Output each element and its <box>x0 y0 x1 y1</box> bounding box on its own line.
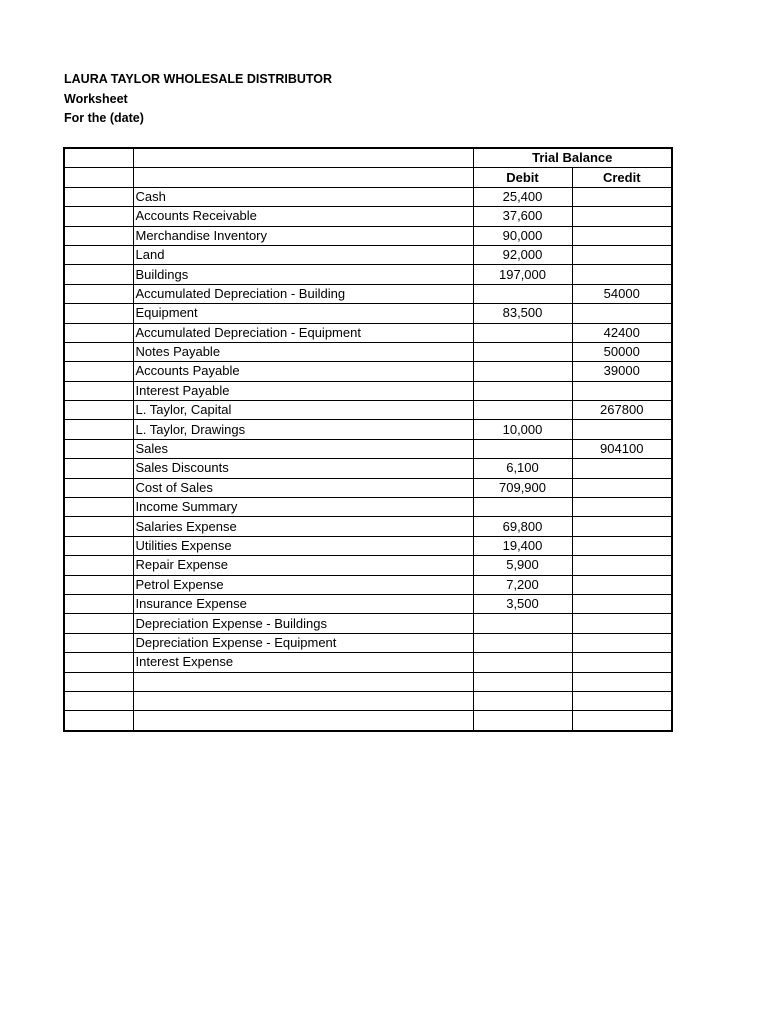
debit-cell <box>473 439 572 458</box>
account-name-cell: Depreciation Expense - Buildings <box>133 614 473 633</box>
table-row <box>64 594 672 613</box>
account-name-cell: Sales Discounts <box>133 459 473 478</box>
row-ref-cell <box>64 614 133 633</box>
credit-cell: 904100 <box>572 439 672 458</box>
table-row <box>64 284 672 303</box>
debit-cell: 7,200 <box>473 575 572 594</box>
debit-cell: 25,400 <box>473 187 572 206</box>
account-name-cell: Repair Expense <box>133 556 473 575</box>
header-row-columns <box>64 168 672 187</box>
account-name-cell: Merchandise Inventory <box>133 226 473 245</box>
trial-balance-header: Trial Balance <box>473 148 672 168</box>
debit-cell <box>473 614 572 633</box>
credit-cell: 54000 <box>572 284 672 303</box>
account-name-cell: Equipment <box>133 304 473 323</box>
credit-cell <box>572 594 672 613</box>
row-ref-cell <box>64 459 133 478</box>
debit-cell <box>473 633 572 652</box>
credit-header: Credit <box>572 168 672 187</box>
table-row <box>64 187 672 206</box>
debit-cell: 10,000 <box>473 420 572 439</box>
credit-cell <box>572 381 672 400</box>
credit-cell: 50000 <box>572 342 672 361</box>
table-row <box>64 401 672 420</box>
credit-cell <box>572 226 672 245</box>
credit-cell <box>572 711 672 731</box>
blank-cell <box>133 168 473 187</box>
account-name-cell: Buildings <box>133 265 473 284</box>
header-row-group <box>64 148 672 168</box>
account-name-cell: L. Taylor, Drawings <box>133 420 473 439</box>
account-name-cell: Notes Payable <box>133 342 473 361</box>
row-ref-cell <box>64 362 133 381</box>
table-row <box>64 439 672 458</box>
credit-cell <box>572 265 672 284</box>
credit-cell <box>572 614 672 633</box>
debit-cell <box>473 653 572 672</box>
document-header <box>64 70 332 129</box>
blank-cell <box>64 148 133 168</box>
row-ref-cell <box>64 401 133 420</box>
row-ref-cell <box>64 633 133 652</box>
account-name-cell <box>133 691 473 710</box>
table-row <box>64 478 672 497</box>
account-name-cell: Cost of Sales <box>133 478 473 497</box>
credit-cell <box>572 672 672 691</box>
debit-cell: 92,000 <box>473 245 572 264</box>
credit-cell <box>572 498 672 517</box>
debit-header: Debit <box>473 168 572 187</box>
debit-cell: 6,100 <box>473 459 572 478</box>
account-name-cell: Accumulated Depreciation - Equipment <box>133 323 473 342</box>
table-row <box>64 362 672 381</box>
row-ref-cell <box>64 672 133 691</box>
debit-cell: 3,500 <box>473 594 572 613</box>
row-ref-cell <box>64 594 133 613</box>
row-ref-cell <box>64 187 133 206</box>
account-name-cell: Accounts Payable <box>133 362 473 381</box>
debit-cell: 90,000 <box>473 226 572 245</box>
credit-cell <box>572 633 672 652</box>
debit-cell: 69,800 <box>473 517 572 536</box>
debit-cell <box>473 381 572 400</box>
account-name-cell: Insurance Expense <box>133 594 473 613</box>
row-ref-cell <box>64 439 133 458</box>
debit-cell <box>473 284 572 303</box>
row-ref-cell <box>64 498 133 517</box>
row-ref-cell <box>64 245 133 264</box>
row-ref-cell <box>64 517 133 536</box>
row-ref-cell <box>64 556 133 575</box>
debit-cell: 37,600 <box>473 207 572 226</box>
debit-cell: 19,400 <box>473 536 572 555</box>
table-row <box>64 323 672 342</box>
row-ref-cell <box>64 284 133 303</box>
debit-cell <box>473 323 572 342</box>
row-ref-cell <box>64 323 133 342</box>
account-name-cell: Salaries Expense <box>133 517 473 536</box>
account-name-cell: L. Taylor, Capital <box>133 401 473 420</box>
debit-cell <box>473 691 572 710</box>
document-title: Worksheet <box>64 91 128 106</box>
account-name-cell: Income Summary <box>133 498 473 517</box>
account-name-cell: Petrol Expense <box>133 575 473 594</box>
credit-cell <box>572 459 672 478</box>
row-ref-cell <box>64 653 133 672</box>
table-row <box>64 245 672 264</box>
debit-cell: 5,900 <box>473 556 572 575</box>
account-name-cell: Interest Payable <box>133 381 473 400</box>
account-name-cell: Accounts Receivable <box>133 207 473 226</box>
account-name-cell <box>133 711 473 731</box>
debit-cell: 197,000 <box>473 265 572 284</box>
credit-cell <box>572 653 672 672</box>
credit-cell <box>572 304 672 323</box>
table-row <box>64 691 672 710</box>
worksheet-table <box>63 147 673 732</box>
row-ref-cell <box>64 207 133 226</box>
table-row <box>64 265 672 284</box>
table-row <box>64 556 672 575</box>
table-row <box>64 420 672 439</box>
row-ref-cell <box>64 226 133 245</box>
table-row <box>64 633 672 652</box>
table-row <box>64 536 672 555</box>
row-ref-cell <box>64 575 133 594</box>
credit-cell <box>572 536 672 555</box>
table-row <box>64 575 672 594</box>
debit-cell <box>473 672 572 691</box>
account-name-cell: Sales <box>133 439 473 458</box>
credit-cell: 42400 <box>572 323 672 342</box>
credit-cell <box>572 517 672 536</box>
row-ref-cell <box>64 691 133 710</box>
credit-cell <box>572 420 672 439</box>
table-row <box>64 614 672 633</box>
table-row <box>64 672 672 691</box>
credit-cell <box>572 691 672 710</box>
account-name-cell <box>133 672 473 691</box>
debit-cell: 709,900 <box>473 478 572 497</box>
debit-cell <box>473 362 572 381</box>
company-name: LAURA TAYLOR WHOLESALE DISTRIBUTOR <box>64 72 333 86</box>
blank-cell <box>64 168 133 187</box>
credit-cell <box>572 575 672 594</box>
table-row <box>64 459 672 478</box>
table-row <box>64 711 672 731</box>
row-ref-cell <box>64 536 133 555</box>
account-name-cell: Accumulated Depreciation - Building <box>133 284 473 303</box>
account-name-cell: Land <box>133 245 473 264</box>
row-ref-cell <box>64 342 133 361</box>
account-name-cell: Interest Expense <box>133 653 473 672</box>
credit-cell: 267800 <box>572 401 672 420</box>
credit-cell <box>572 245 672 264</box>
account-name-cell: Utilities Expense <box>133 536 473 555</box>
table-row <box>64 342 672 361</box>
table-row <box>64 653 672 672</box>
debit-cell <box>473 401 572 420</box>
debit-cell <box>473 711 572 731</box>
account-name-cell: Cash <box>133 187 473 206</box>
row-ref-cell <box>64 420 133 439</box>
row-ref-cell <box>64 711 133 731</box>
credit-cell <box>572 556 672 575</box>
table-row <box>64 381 672 400</box>
debit-cell <box>473 498 572 517</box>
table-row <box>64 304 672 323</box>
account-name-cell: Depreciation Expense - Equipment <box>133 633 473 652</box>
row-ref-cell <box>64 265 133 284</box>
row-ref-cell <box>64 478 133 497</box>
blank-cell <box>133 148 473 168</box>
credit-cell: 39000 <box>572 362 672 381</box>
table-row <box>64 517 672 536</box>
credit-cell <box>572 478 672 497</box>
table-row <box>64 498 672 517</box>
debit-cell: 83,500 <box>473 304 572 323</box>
period-label: For the (date) <box>64 111 144 125</box>
table-row <box>64 226 672 245</box>
credit-cell <box>572 187 672 206</box>
credit-cell <box>572 207 672 226</box>
row-ref-cell <box>64 381 133 400</box>
table-row <box>64 207 672 226</box>
debit-cell <box>473 342 572 361</box>
row-ref-cell <box>64 304 133 323</box>
